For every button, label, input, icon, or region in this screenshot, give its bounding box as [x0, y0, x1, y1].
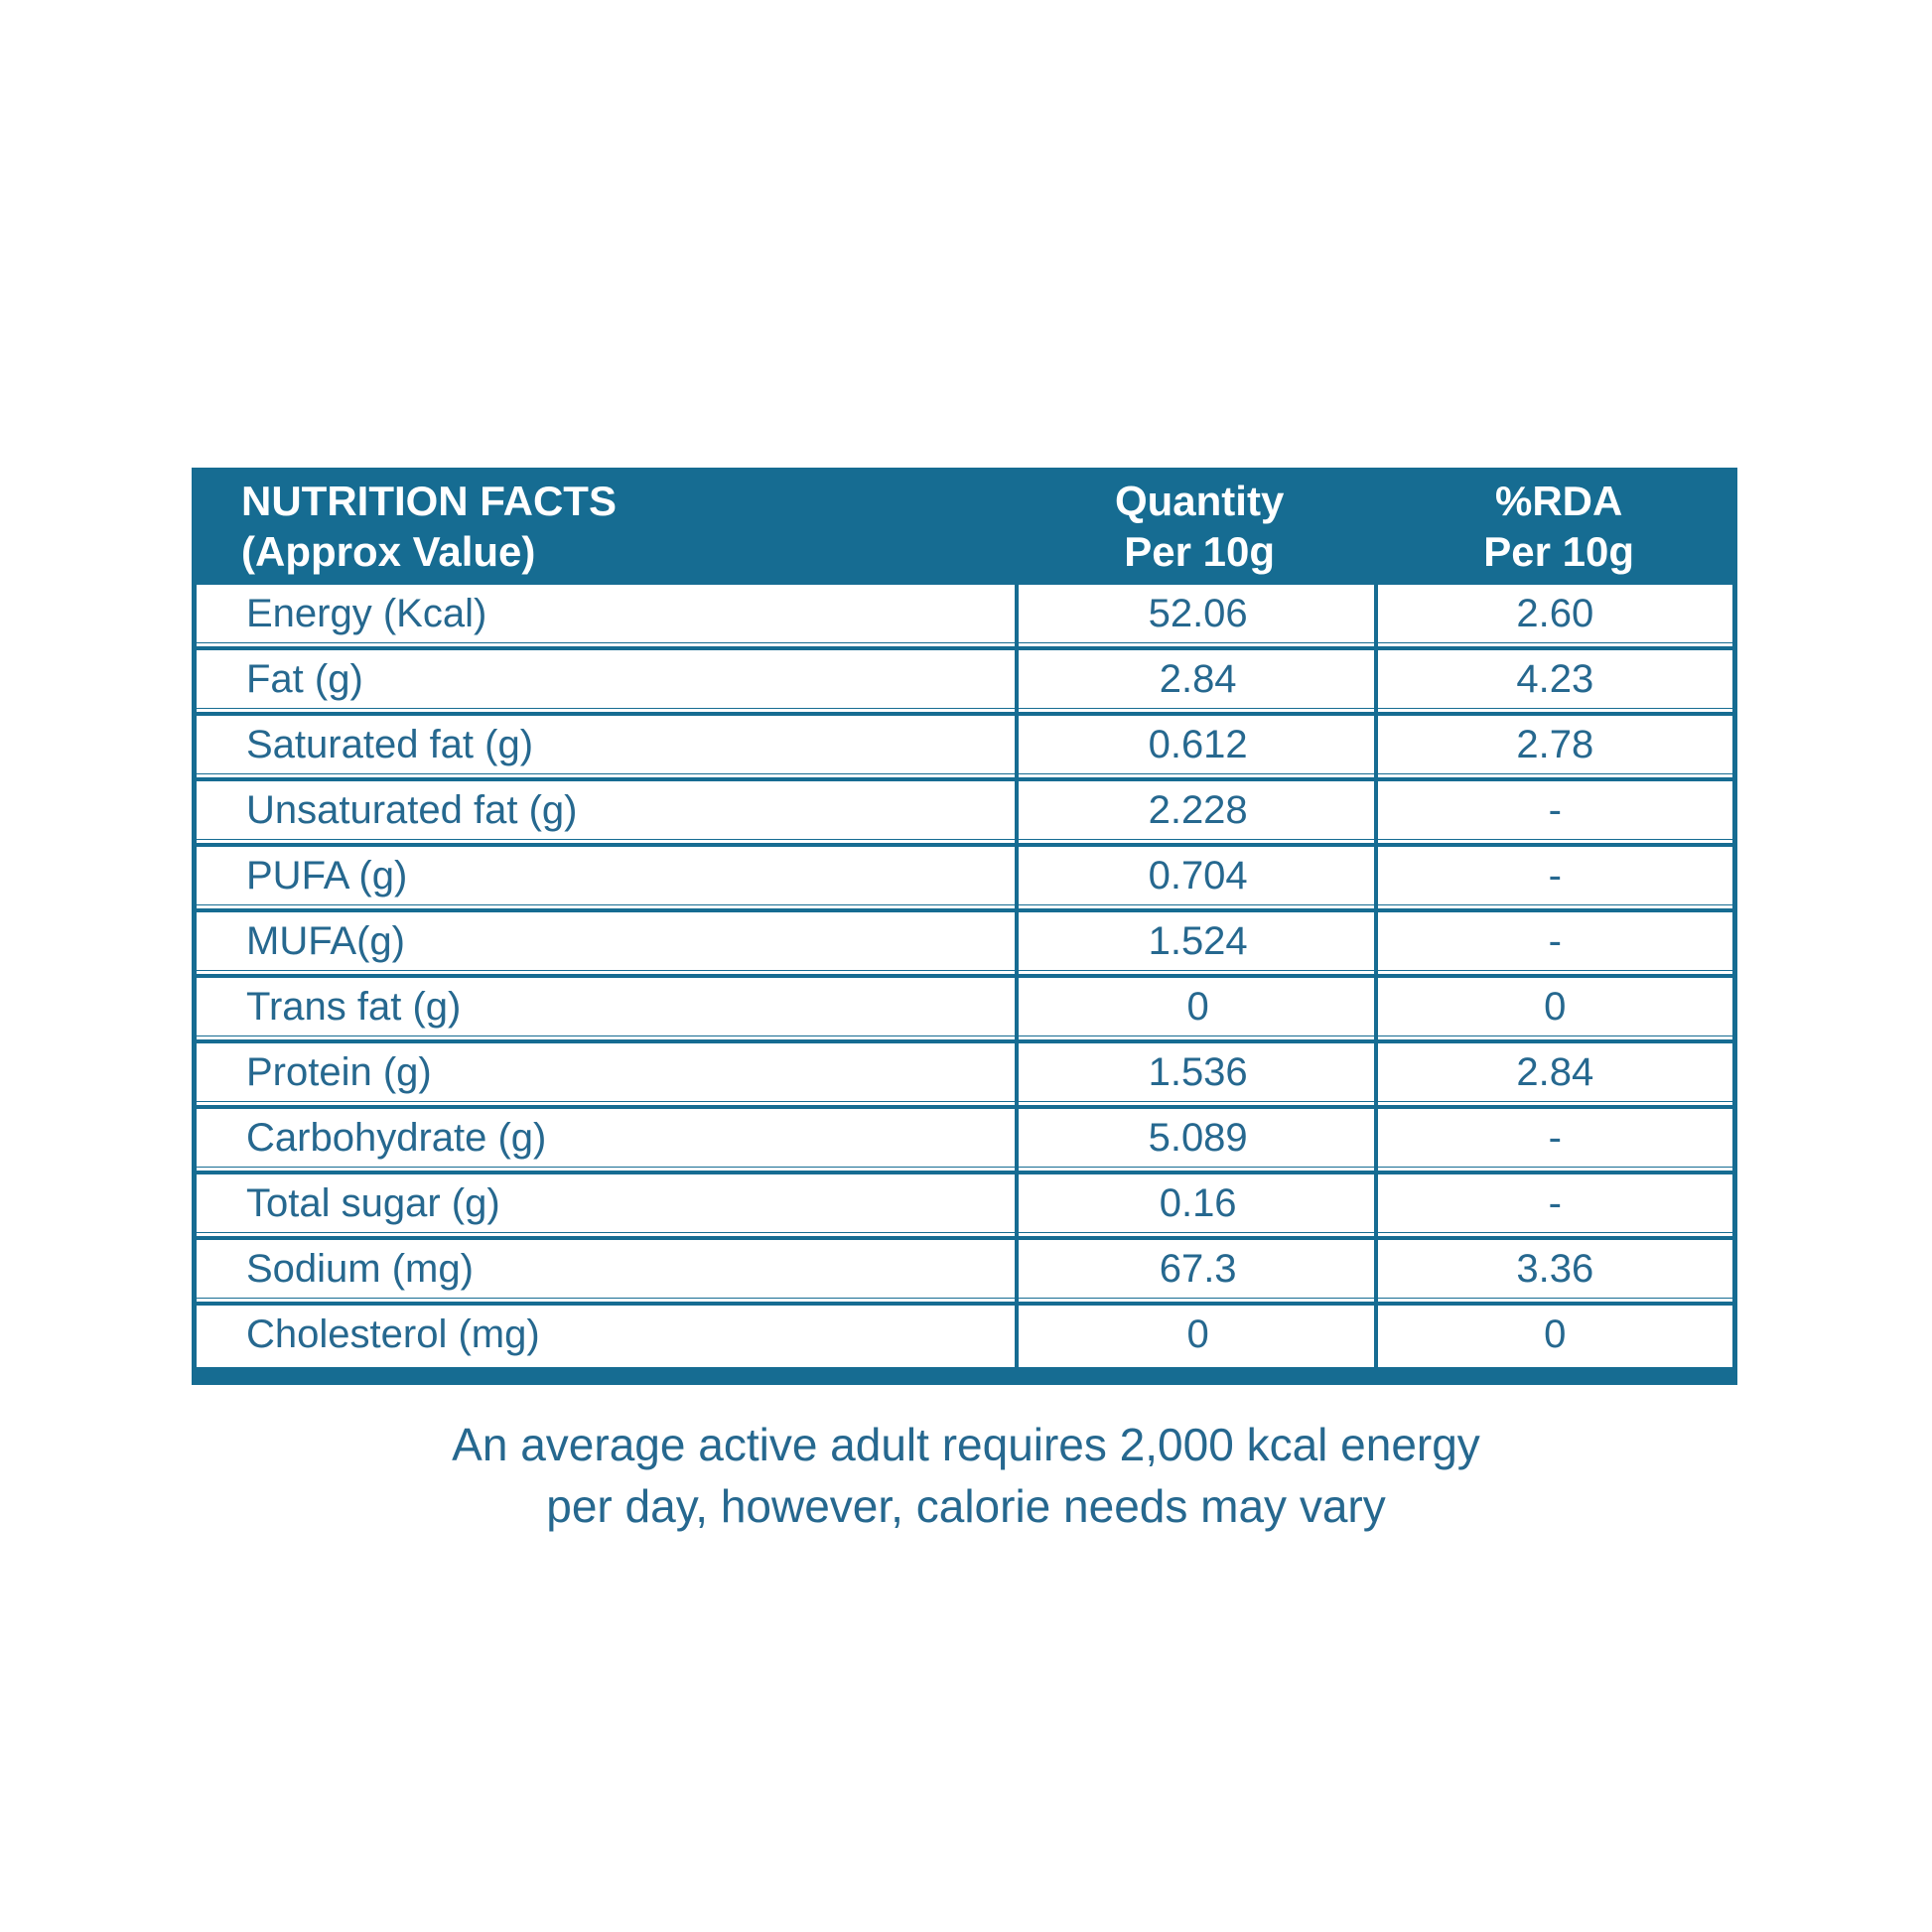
header-rda-line2: Per 10g	[1483, 528, 1635, 575]
table-row-carbohydrate	[197, 1105, 1732, 1168]
table-row-protein	[197, 1039, 1732, 1102]
row-label: Saturated fat (g)	[246, 723, 534, 766]
row-rda: 4.23	[1516, 657, 1594, 701]
row-quantity: 1.536	[1148, 1050, 1248, 1094]
row-label: MUFA(g)	[246, 919, 405, 963]
footnote-line2: per day, however, calorie needs may vary	[546, 1480, 1386, 1532]
header-title-line2: (Approx Value)	[241, 528, 536, 575]
header-quantity-line2: Per 10g	[1124, 528, 1276, 575]
table-row-total-sugar	[197, 1171, 1732, 1233]
table-row-unsaturated-fat	[197, 777, 1732, 840]
row-rda: 0	[1544, 1312, 1567, 1356]
row-quantity: 0	[1186, 985, 1209, 1029]
row-rda: -	[1548, 854, 1562, 897]
row-quantity: 0.612	[1148, 723, 1248, 766]
rda-footnote	[0, 1414, 1932, 1537]
row-quantity: 0.16	[1159, 1181, 1237, 1225]
nutrition-table	[192, 468, 1737, 1385]
row-label: Cholesterol (mg)	[246, 1312, 540, 1356]
row-rda: 2.84	[1516, 1050, 1594, 1094]
header-quantity-line1: Quantity	[1114, 478, 1285, 524]
row-label: Sodium (mg)	[246, 1247, 474, 1291]
table-row-cholesterol	[197, 1302, 1732, 1364]
row-label: Unsaturated fat (g)	[246, 788, 578, 832]
header-quantity	[1019, 476, 1380, 577]
row-quantity: 5.089	[1148, 1116, 1248, 1160]
table-bottom-bar	[192, 1367, 1737, 1385]
row-rda: 0	[1544, 985, 1567, 1029]
row-quantity: 2.84	[1159, 657, 1237, 701]
column-divider-rda	[1374, 585, 1378, 1367]
row-rda: -	[1548, 919, 1562, 963]
table-row-pufa	[197, 843, 1732, 905]
footnote-line1: An average active adult requires 2,000 kcal energy	[452, 1419, 1480, 1470]
header-nutrition-facts	[192, 476, 1019, 577]
row-quantity: 1.524	[1148, 919, 1248, 963]
row-rda: 3.36	[1516, 1247, 1594, 1291]
table-row-fat	[197, 646, 1732, 709]
header-rda	[1380, 476, 1737, 577]
column-divider-quantity	[1015, 585, 1019, 1367]
row-rda: -	[1548, 1116, 1562, 1160]
row-label: Energy (Kcal)	[246, 592, 487, 635]
header-rda-line1: %RDA	[1494, 478, 1623, 524]
row-quantity: 0	[1186, 1312, 1209, 1356]
row-quantity: 0.704	[1148, 854, 1248, 897]
table-row-sodium	[197, 1236, 1732, 1299]
row-quantity: 67.3	[1159, 1247, 1237, 1291]
row-label: Protein (g)	[246, 1050, 432, 1094]
row-label: Carbohydrate (g)	[246, 1116, 547, 1160]
row-quantity: 52.06	[1148, 592, 1248, 635]
table-header-row	[192, 468, 1737, 585]
row-rda: -	[1548, 1181, 1562, 1225]
table-row-trans-fat	[197, 974, 1732, 1036]
table-body	[192, 585, 1737, 1367]
row-rda: 2.78	[1516, 723, 1594, 766]
row-label: Total sugar (g)	[246, 1181, 500, 1225]
row-label: PUFA (g)	[246, 854, 408, 897]
row-label: Fat (g)	[246, 657, 363, 701]
header-title-line1: NUTRITION FACTS	[241, 478, 617, 524]
table-row-energy	[197, 585, 1732, 643]
row-label: Trans fat (g)	[246, 985, 462, 1029]
table-row-mufa	[197, 908, 1732, 971]
row-rda: 2.60	[1516, 592, 1594, 635]
row-quantity: 2.228	[1148, 788, 1248, 832]
row-rda: -	[1548, 788, 1562, 832]
table-row-saturated-fat	[197, 712, 1732, 774]
